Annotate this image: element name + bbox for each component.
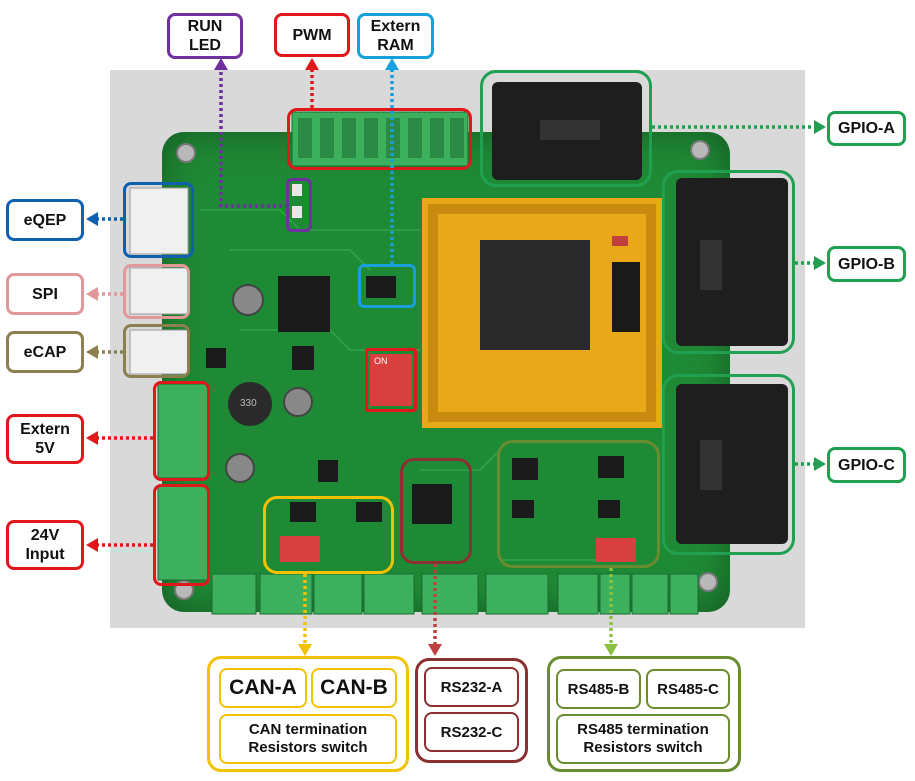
can-a-label: CAN-A	[219, 668, 307, 708]
inductor-mark: 330	[240, 398, 257, 409]
extern-ram-label: Extern RAM	[357, 13, 434, 59]
ecap-label: eCAP	[6, 331, 84, 373]
can-b-label: CAN-B	[311, 668, 397, 708]
rs485-c-label: RS485-C	[646, 669, 730, 709]
rs232-a-label: RS232-A	[424, 667, 519, 707]
rs485-termination-switch-label: RS485 termination Resistors switch	[556, 714, 730, 764]
gpio-c-label: GPIO-C	[827, 447, 906, 483]
run-led-label: RUN LED	[167, 13, 243, 59]
spi-label: SPI	[6, 273, 84, 315]
rs485-b-label: RS485-B	[556, 669, 641, 709]
gpio-b-label: GPIO-B	[827, 246, 906, 282]
gpio-a-label: GPIO-A	[827, 111, 906, 146]
extern-5v-label: Extern 5V	[6, 414, 84, 464]
eqep-label: eQEP	[6, 199, 84, 241]
rs232-c-label: RS232-C	[424, 712, 519, 752]
dip-switch-on-mark: ON	[374, 356, 388, 366]
pwm-label: PWM	[274, 13, 350, 57]
input-24v-label: 24V Input	[6, 520, 84, 570]
can-termination-switch-label: CAN termination Resistors switch	[219, 714, 397, 764]
